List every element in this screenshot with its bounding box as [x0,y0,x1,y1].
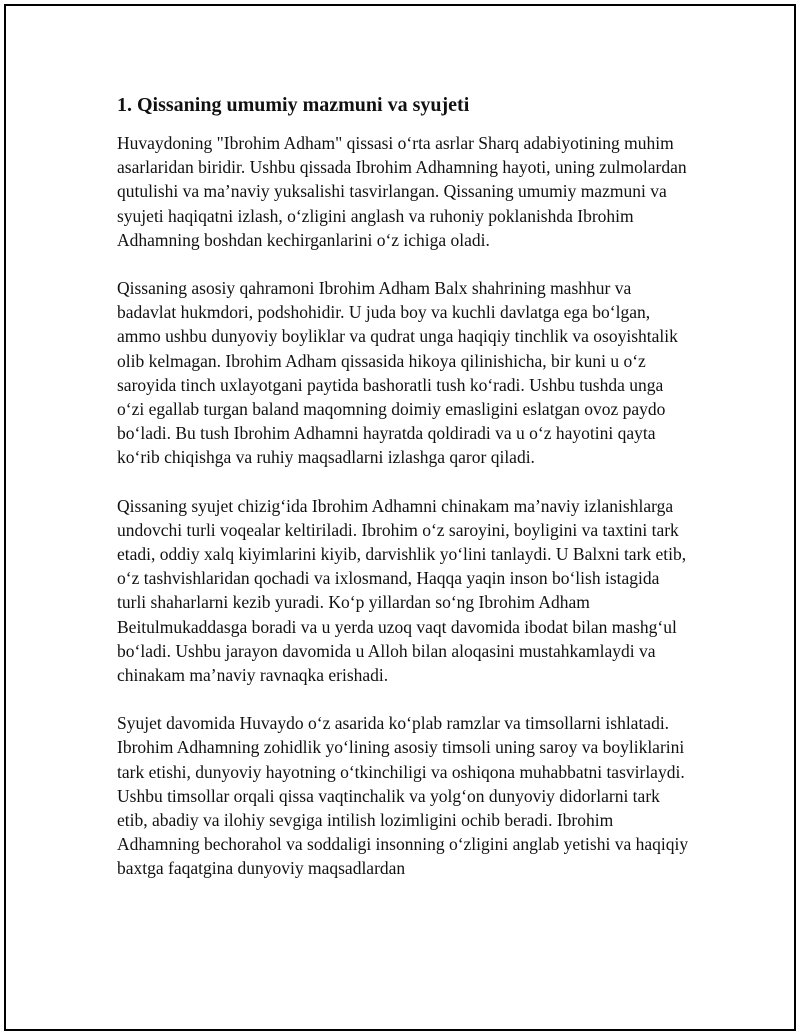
paragraph-protagonist: Qissaning asosiy qahramoni Ibrohim Adham Balx shahrining mashhur va badavlat hukmdori, podshohidir. U juda boy va kuchli davlatga ega bo‘lgan, ammo ushbu dunyoviy boyliklar va qudrat unga haqiqiy tinchlik va osoyishtalik olib kelmagan. Ibrohim Adham qissasida hikoya qilinishicha, bir kuni u o‘z saroyida tinch uxlayotgani paytida bashoratli tush ko‘radi. Ushbu tushda unga o‘zi egallab turgan baland maqomning doimiy emasligini eslatgan ovoz paydo bo‘ladi. Bu tush Ibrohim Adhamni hayratda qoldiradi va u o‘z hayotini qayta ko‘rib chiqishga va ruhiy maqsadlarni izlashga qaror qiladi. [117,278,678,468]
paragraph-intro: Huvaydoning "Ibrohim Adham" qissasi o‘rta asrlar Sharq adabiyotining muhim asarlaridan biridir. Ushbu qissada Ibrohim Adhamning hayoti, uning zulmolardan qutulishi va ma’naviy yuksalishi tasvirlangan. Qissaning umumiy mazmuni va syujeti haqiqatni izlash, o‘zligini anglash va ruhoniy poklanishda Ibrohim Adhamning boshdan kechirganlarini o‘z ichiga oladi. [117,133,687,250]
paragraph-symbols: Syujet davomida Huvaydo o‘z asarida ko‘plab ramzlar va timsollarni ishlatadi. Ibrohim Adhamning zohidlik yo‘lining asosiy timsoli uning saroy va boyliklarini tark etishi, dunyoviy hayotning o‘tkinchiligi va oshiqona muhabbatni tasvirlaydi. Ushbu timsollar orqali qissa vaqtinchalik va yolg‘on dunyoviy didorlarni tark etib, abadiy va ilohiy sevgiga intilish lozimligini ochib beradi. Ibrohim Adhamning bechorahol va soddaligi insonning o‘zligini anglab yetishi va haqiqiy baxtga faqatgina dunyoviy maqsadlardan [117,713,689,879]
paragraph-plot: Qissaning syujet chizig‘ida Ibrohim Adhamni chinakam ma’naviy izlanishlarga undovchi turli voqealar keltiriladi. Ibrohim o‘z saroyini, boyligini va taxtini tark etadi, oddiy xalq kiyimlarini kiyib, darvishlik yo‘lini tanlaydi. U Balxni tark etib, o‘z tashvishlaridan qochadi va ixlosmand, Haqqa yaqin inson bo‘lish istagida turli shaharlarni kezib yuradi. Ko‘p yillardan so‘ng Ibrohim Adham Beitulmukaddasga boradi va u yerda uzoq vaqt davomida ibodat bilan mashg‘ul bo‘ladi. Ushbu jarayon davomida u Alloh bilan aloqasini mustahkamlaydi va chinakam ma’naviy ravnaqka erishadi. [117,495,687,686]
document-body [117,93,689,905]
section-heading: 1. Qissaning umumiy mazmuni va syujeti [117,94,470,116]
